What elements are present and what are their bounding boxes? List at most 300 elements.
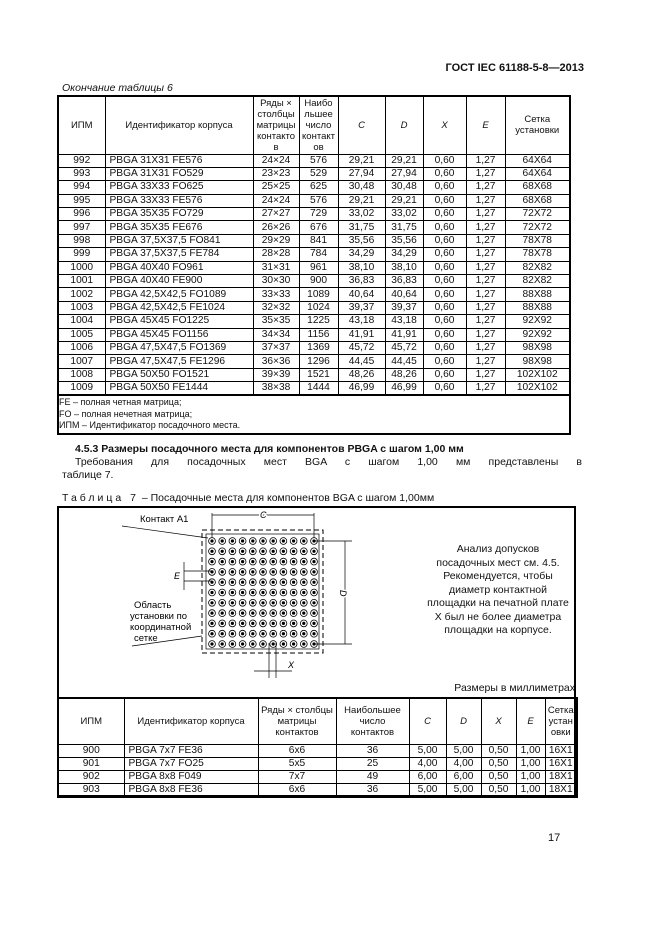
cell-matrix: 39×39 xyxy=(253,368,299,381)
dim-c-label: C xyxy=(260,510,267,520)
cell-max-contacts: 625 xyxy=(299,181,338,194)
cell-dim-c: 31,75 xyxy=(338,221,385,234)
column-header-dim-d: D xyxy=(385,96,423,154)
cell-matrix: 34×34 xyxy=(253,328,299,341)
cell-grid: 72X72 xyxy=(505,208,570,221)
cell-dim-x: 0,60 xyxy=(423,167,466,180)
column-header-dim-e: E xyxy=(516,698,545,744)
cell-grid: 18X1 xyxy=(545,770,577,783)
cell-matrix: 37×37 xyxy=(253,341,299,354)
cell-dim-d: 45,72 xyxy=(385,341,423,354)
contact-ball xyxy=(210,642,213,645)
cell-package-id: PBGA 8x8 FE36 xyxy=(124,783,258,797)
section-heading: 4.5.3 Размеры посадочного места для компонентов PBGA с шагом 1,00 мм xyxy=(75,443,464,455)
contact-ball xyxy=(272,601,275,604)
paragraph-line: Требования для посадочных мест BGA с шагом 1,00 мм представлены в xyxy=(75,456,582,468)
cell-matrix: 28×28 xyxy=(253,248,299,261)
contact-ball xyxy=(312,632,315,635)
contact-ball xyxy=(210,591,213,594)
cell-dim-c: 45,72 xyxy=(338,341,385,354)
cell-dim-e: 1,27 xyxy=(466,181,505,194)
cell-dim-c: 40,64 xyxy=(338,288,385,301)
cell-matrix: 5x5 xyxy=(258,757,336,770)
cell-dim-x: 0,60 xyxy=(423,382,466,396)
cell-package-id: PBGA 50X50 FO1521 xyxy=(105,368,253,381)
cell-dim-x: 0,60 xyxy=(423,315,466,328)
note-line: Рекомендуется, чтобы xyxy=(443,570,553,582)
table-row xyxy=(58,770,577,783)
column-header-dim-d: D xyxy=(446,698,481,744)
contact-ball xyxy=(251,622,254,625)
contact-ball xyxy=(312,622,315,625)
table-row xyxy=(58,208,570,221)
table-header-row xyxy=(58,698,577,744)
cell-dim-e: 1,27 xyxy=(466,234,505,247)
cell-dim-d: 48,26 xyxy=(385,368,423,381)
contact-ball xyxy=(221,550,224,553)
cell-grid: 16X1 xyxy=(545,744,577,757)
contact-ball xyxy=(261,612,264,615)
area-label-line: Область xyxy=(134,600,172,611)
cell-package-id: PBGA 37,5X37,5 FO841 xyxy=(105,234,253,247)
contact-ball xyxy=(251,581,254,584)
cell-dim-c: 4,00 xyxy=(409,757,446,770)
cell-dim-e: 1,27 xyxy=(466,208,505,221)
cell-dim-x: 0,50 xyxy=(481,744,516,757)
cell-dim-e: 1,27 xyxy=(466,341,505,354)
contact-ball xyxy=(210,612,213,615)
dim-e-label: E xyxy=(174,571,181,581)
cell-ipm: 1008 xyxy=(58,368,105,381)
contact-grid xyxy=(209,538,318,648)
footnote: FO – полная нечетная матрица; xyxy=(59,408,193,419)
cell-dim-d: 30,48 xyxy=(385,181,423,194)
cell-dim-x: 0,60 xyxy=(423,154,466,167)
cell-dim-c: 39,37 xyxy=(338,301,385,314)
contact-ball xyxy=(302,622,305,625)
cell-dim-e: 1,27 xyxy=(466,154,505,167)
column-header-matrix: Ряды × столбцы матрицы контакто в xyxy=(253,96,299,154)
cell-dim-c: 29,21 xyxy=(338,154,385,167)
column-header-dim-e: E xyxy=(466,96,505,154)
section-paragraph xyxy=(62,456,582,481)
cell-dim-d: 33,02 xyxy=(385,208,423,221)
cell-dim-d: 43,18 xyxy=(385,315,423,328)
contact-ball xyxy=(221,601,224,604)
cell-grid: 102X102 xyxy=(505,382,570,396)
cell-ipm: 999 xyxy=(58,248,105,261)
contact-ball xyxy=(282,539,285,542)
cell-package-id: PBGA 33X33 FO625 xyxy=(105,181,253,194)
cell-matrix: 7x7 xyxy=(258,770,336,783)
cell-max-contacts: 961 xyxy=(299,261,338,274)
contact-ball xyxy=(231,642,234,645)
contact-ball xyxy=(272,550,275,553)
cell-package-id: PBGA 45X45 FO1156 xyxy=(105,328,253,341)
contact-ball xyxy=(210,560,213,563)
cell-grid: 102X102 xyxy=(505,368,570,381)
cell-dim-d: 39,37 xyxy=(385,301,423,314)
note-line: диаметр контактной xyxy=(448,583,547,596)
table-row xyxy=(58,315,570,328)
cell-grid: 82X82 xyxy=(505,261,570,274)
cell-matrix: 24×24 xyxy=(253,154,299,167)
contact-ball xyxy=(282,591,285,594)
table-row xyxy=(58,248,570,261)
cell-matrix: 29×29 xyxy=(253,234,299,247)
cell-dim-x: 0,60 xyxy=(423,194,466,207)
cell-matrix: 27×27 xyxy=(253,208,299,221)
cell-dim-c: 34,29 xyxy=(338,248,385,261)
contact-ball xyxy=(282,570,285,573)
column-header-matrix: Ряды × столбцы матрицы контактов xyxy=(258,698,336,744)
contact-ball xyxy=(292,632,295,635)
contact-ball xyxy=(241,591,244,594)
cell-dim-c: 29,21 xyxy=(338,194,385,207)
column-header-grid: Сетка установки xyxy=(505,96,570,154)
contact-ball xyxy=(231,632,234,635)
cell-max-contacts: 49 xyxy=(336,770,409,783)
cell-package-id: PBGA 7x7 FO25 xyxy=(124,757,258,770)
cell-dim-x: 0,60 xyxy=(423,221,466,234)
cell-dim-c: 46,99 xyxy=(338,382,385,396)
contact-ball xyxy=(302,550,305,553)
cell-max-contacts: 676 xyxy=(299,221,338,234)
contact-ball xyxy=(241,581,244,584)
cell-dim-e: 1,27 xyxy=(466,288,505,301)
contact-ball xyxy=(272,560,275,563)
cell-dim-e: 1,27 xyxy=(466,221,505,234)
cell-dim-e: 1,27 xyxy=(466,328,505,341)
units-note: Размеры в миллиметрах xyxy=(454,682,575,694)
cell-dim-c: 6,00 xyxy=(409,770,446,783)
cell-dim-x: 0,60 xyxy=(423,261,466,274)
cell-grid: 68X68 xyxy=(505,181,570,194)
contact-ball xyxy=(261,570,264,573)
cell-dim-c: 48,26 xyxy=(338,368,385,381)
cell-dim-d: 6,00 xyxy=(446,770,481,783)
cell-ipm: 1005 xyxy=(58,328,105,341)
cell-dim-c: 36,83 xyxy=(338,275,385,288)
contact-ball xyxy=(231,539,234,542)
table-row xyxy=(58,275,570,288)
cell-dim-d: 38,10 xyxy=(385,261,423,274)
cell-package-id: PBGA 31X31 FE576 xyxy=(105,154,253,167)
cell-matrix: 32×32 xyxy=(253,301,299,314)
cell-dim-d: 34,29 xyxy=(385,248,423,261)
contact-ball xyxy=(292,612,295,615)
contact-ball xyxy=(312,581,315,584)
cell-dim-c: 33,02 xyxy=(338,208,385,221)
cell-max-contacts: 36 xyxy=(336,744,409,757)
cell-max-contacts: 576 xyxy=(299,194,338,207)
cell-dim-d: 40,64 xyxy=(385,288,423,301)
contact-ball xyxy=(272,570,275,573)
cell-grid: 92X92 xyxy=(505,315,570,328)
cell-dim-e: 1,27 xyxy=(466,368,505,381)
column-header-ipm: ИПМ xyxy=(58,698,124,744)
cell-ipm: 1000 xyxy=(58,261,105,274)
contact-ball xyxy=(210,539,213,542)
cell-dim-c: 38,10 xyxy=(338,261,385,274)
contact-ball xyxy=(221,591,224,594)
cell-matrix: 38×38 xyxy=(253,382,299,396)
contact-ball xyxy=(292,642,295,645)
cell-grid: 72X72 xyxy=(505,221,570,234)
contact-ball xyxy=(241,642,244,645)
contact-ball xyxy=(261,642,264,645)
table-row xyxy=(58,301,570,314)
cell-grid: 64X64 xyxy=(505,154,570,167)
column-header-max-contacts: Наибо льшее число контакт ов xyxy=(299,96,338,154)
cell-dim-c: 41,91 xyxy=(338,328,385,341)
table-row xyxy=(58,154,570,167)
note-line: площадки на печатной плате xyxy=(427,597,569,609)
table-7-caption-prefix: Таблица 7 xyxy=(62,492,139,504)
contact-ball xyxy=(282,550,285,553)
cell-max-contacts: 1296 xyxy=(299,355,338,368)
cell-dim-e: 1,00 xyxy=(516,744,545,757)
cell-dim-d: 29,21 xyxy=(385,194,423,207)
contact-ball xyxy=(241,550,244,553)
contact-ball xyxy=(302,601,305,604)
cell-grid: 68X68 xyxy=(505,194,570,207)
note-line: посадочных мест см. 4.5. xyxy=(436,556,560,569)
cell-grid: 64X64 xyxy=(505,167,570,180)
cell-dim-x: 0,60 xyxy=(423,328,466,341)
cell-max-contacts: 529 xyxy=(299,167,338,180)
cell-max-contacts: 1156 xyxy=(299,328,338,341)
table-row xyxy=(58,757,577,770)
document-header: ГОСТ IEC 61188-5-8—2013 xyxy=(445,62,584,74)
contact-a1-label: Контакт А1 xyxy=(140,514,189,525)
cell-matrix: 26×26 xyxy=(253,221,299,234)
contact-ball xyxy=(231,581,234,584)
cell-package-id: PBGA 7x7 FE36 xyxy=(124,744,258,757)
table-6 xyxy=(57,95,571,435)
contact-ball xyxy=(302,539,305,542)
contact-ball xyxy=(241,539,244,542)
dim-d-label: D xyxy=(338,590,348,597)
contact-ball xyxy=(282,622,285,625)
column-header-dim-c: C xyxy=(409,698,446,744)
contact-ball xyxy=(272,612,275,615)
table-footnotes xyxy=(58,395,570,434)
cell-dim-c: 30,48 xyxy=(338,181,385,194)
contact-ball xyxy=(282,560,285,563)
cell-max-contacts: 729 xyxy=(299,208,338,221)
cell-package-id: PBGA 37,5X37,5 FE784 xyxy=(105,248,253,261)
table-header-row xyxy=(58,96,570,154)
area-label-line: установки по xyxy=(130,611,188,622)
cell-ipm: 1009 xyxy=(58,382,105,396)
cell-grid: 88X88 xyxy=(505,301,570,314)
cell-dim-x: 0,60 xyxy=(423,248,466,261)
cell-matrix: 33×33 xyxy=(253,288,299,301)
cell-grid: 82X82 xyxy=(505,275,570,288)
cell-grid: 98X98 xyxy=(505,355,570,368)
cell-matrix: 6x6 xyxy=(258,783,336,797)
cell-grid: 98X98 xyxy=(505,341,570,354)
cell-dim-x: 0,50 xyxy=(481,770,516,783)
cell-grid: 16X1 xyxy=(545,757,577,770)
contact-ball xyxy=(251,539,254,542)
contact-a1-leader xyxy=(122,526,208,538)
cell-package-id: PBGA 45X45 FO1225 xyxy=(105,315,253,328)
page-number: 17 xyxy=(548,832,561,844)
contact-ball xyxy=(292,539,295,542)
cell-grid: 18X1 xyxy=(545,783,577,797)
contact-ball xyxy=(241,570,244,573)
contact-ball xyxy=(251,612,254,615)
cell-max-contacts: 25 xyxy=(336,757,409,770)
contact-ball xyxy=(251,570,254,573)
cell-dim-e: 1,27 xyxy=(466,194,505,207)
contact-ball xyxy=(292,601,295,604)
cell-dim-x: 0,60 xyxy=(423,275,466,288)
cell-ipm: 994 xyxy=(58,181,105,194)
column-header-ipm: ИПМ xyxy=(58,96,105,154)
contact-ball xyxy=(312,550,315,553)
cell-dim-x: 0,50 xyxy=(481,783,516,797)
table-7-caption xyxy=(62,492,434,504)
cell-max-contacts: 36 xyxy=(336,783,409,797)
cell-dim-d: 4,00 xyxy=(446,757,481,770)
tolerance-notes xyxy=(418,543,578,638)
contact-ball xyxy=(251,642,254,645)
contact-ball xyxy=(210,601,213,604)
cell-matrix: 23×23 xyxy=(253,167,299,180)
cell-dim-x: 0,60 xyxy=(423,341,466,354)
cell-max-contacts: 1089 xyxy=(299,288,338,301)
cell-ipm: 1006 xyxy=(58,341,105,354)
contact-ball xyxy=(241,560,244,563)
cell-package-id: PBGA 35X35 FO729 xyxy=(105,208,253,221)
contact-ball xyxy=(231,601,234,604)
cell-max-contacts: 841 xyxy=(299,234,338,247)
column-header-dim-x: X xyxy=(481,698,516,744)
cell-package-id: PBGA 40X40 FO961 xyxy=(105,261,253,274)
table-row xyxy=(58,382,570,396)
table-row xyxy=(58,194,570,207)
cell-ipm: 902 xyxy=(58,770,124,783)
table-7-caption-text: – Посадочные места для компонентов BGA с шагом 1,00мм xyxy=(138,492,435,504)
cell-dim-d: 36,83 xyxy=(385,275,423,288)
contact-ball xyxy=(221,642,224,645)
contact-ball xyxy=(302,581,305,584)
bga-footprint-diagram xyxy=(60,508,360,678)
note-line: площадки на корпусе. xyxy=(444,624,552,636)
cell-dim-d: 41,91 xyxy=(385,328,423,341)
contact-ball xyxy=(312,591,315,594)
cell-ipm: 992 xyxy=(58,154,105,167)
contact-ball xyxy=(261,591,264,594)
contact-ball xyxy=(292,591,295,594)
footnote: ИПМ – Идентификатор посадочного места. xyxy=(59,420,241,431)
cell-package-id: PBGA 40X40 FE900 xyxy=(105,275,253,288)
column-header-package-id: Идентификатор корпуса xyxy=(124,698,258,744)
contact-ball xyxy=(272,622,275,625)
contact-ball xyxy=(261,601,264,604)
cell-max-contacts: 1369 xyxy=(299,341,338,354)
column-header-dim-x: X xyxy=(423,96,466,154)
cell-ipm: 998 xyxy=(58,234,105,247)
cell-dim-e: 1,00 xyxy=(516,783,545,797)
contact-ball xyxy=(282,601,285,604)
contact-ball xyxy=(221,632,224,635)
table-row xyxy=(58,341,570,354)
cell-ipm: 1001 xyxy=(58,275,105,288)
contact-ball xyxy=(272,591,275,594)
cell-max-contacts: 900 xyxy=(299,275,338,288)
contact-ball xyxy=(272,581,275,584)
cell-matrix: 35×35 xyxy=(253,315,299,328)
contact-ball xyxy=(312,601,315,604)
cell-grid: 78X78 xyxy=(505,234,570,247)
cell-grid: 88X88 xyxy=(505,288,570,301)
contact-ball xyxy=(221,539,224,542)
table-row xyxy=(58,355,570,368)
cell-package-id: PBGA 31X31 FO529 xyxy=(105,167,253,180)
contact-ball xyxy=(272,539,275,542)
note-line: Анализ допусков xyxy=(456,543,540,555)
cell-dim-e: 1,27 xyxy=(466,275,505,288)
cell-dim-d: 29,21 xyxy=(385,154,423,167)
cell-dim-d: 46,99 xyxy=(385,382,423,396)
cell-dim-e: 1,27 xyxy=(466,301,505,314)
cell-ipm: 993 xyxy=(58,167,105,180)
area-label-line: сетке xyxy=(134,633,158,644)
cell-matrix: 24×24 xyxy=(253,194,299,207)
cell-ipm: 1004 xyxy=(58,315,105,328)
cell-dim-c: 35,56 xyxy=(338,234,385,247)
table-row xyxy=(58,783,577,797)
cell-ipm: 903 xyxy=(58,783,124,797)
contact-ball xyxy=(241,601,244,604)
contact-ball xyxy=(261,560,264,563)
cell-matrix: 30×30 xyxy=(253,275,299,288)
cell-ipm: 997 xyxy=(58,221,105,234)
table-row xyxy=(58,328,570,341)
cell-max-contacts: 1521 xyxy=(299,368,338,381)
cell-dim-e: 1,27 xyxy=(466,261,505,274)
cell-dim-x: 0,60 xyxy=(423,355,466,368)
table-row xyxy=(58,744,577,757)
cell-max-contacts: 1024 xyxy=(299,301,338,314)
contact-ball xyxy=(221,612,224,615)
cell-dim-x: 0,60 xyxy=(423,208,466,221)
cell-dim-d: 44,45 xyxy=(385,355,423,368)
cell-max-contacts: 784 xyxy=(299,248,338,261)
table-7 xyxy=(57,697,578,798)
cell-dim-c: 27,94 xyxy=(338,167,385,180)
column-header-grid: Сетка устан овки xyxy=(545,698,577,744)
contact-ball xyxy=(302,642,305,645)
table-row xyxy=(58,181,570,194)
contact-ball xyxy=(302,560,305,563)
contact-ball xyxy=(282,642,285,645)
cell-matrix: 31×31 xyxy=(253,261,299,274)
cell-package-id: PBGA 8x8 F049 xyxy=(124,770,258,783)
cell-ipm: 1002 xyxy=(58,288,105,301)
contact-ball xyxy=(221,560,224,563)
contact-ball xyxy=(221,622,224,625)
dim-x-label: X xyxy=(288,660,295,670)
contact-ball xyxy=(251,591,254,594)
cell-dim-d: 5,00 xyxy=(446,744,481,757)
contact-ball xyxy=(231,622,234,625)
cell-matrix: 6x6 xyxy=(258,744,336,757)
